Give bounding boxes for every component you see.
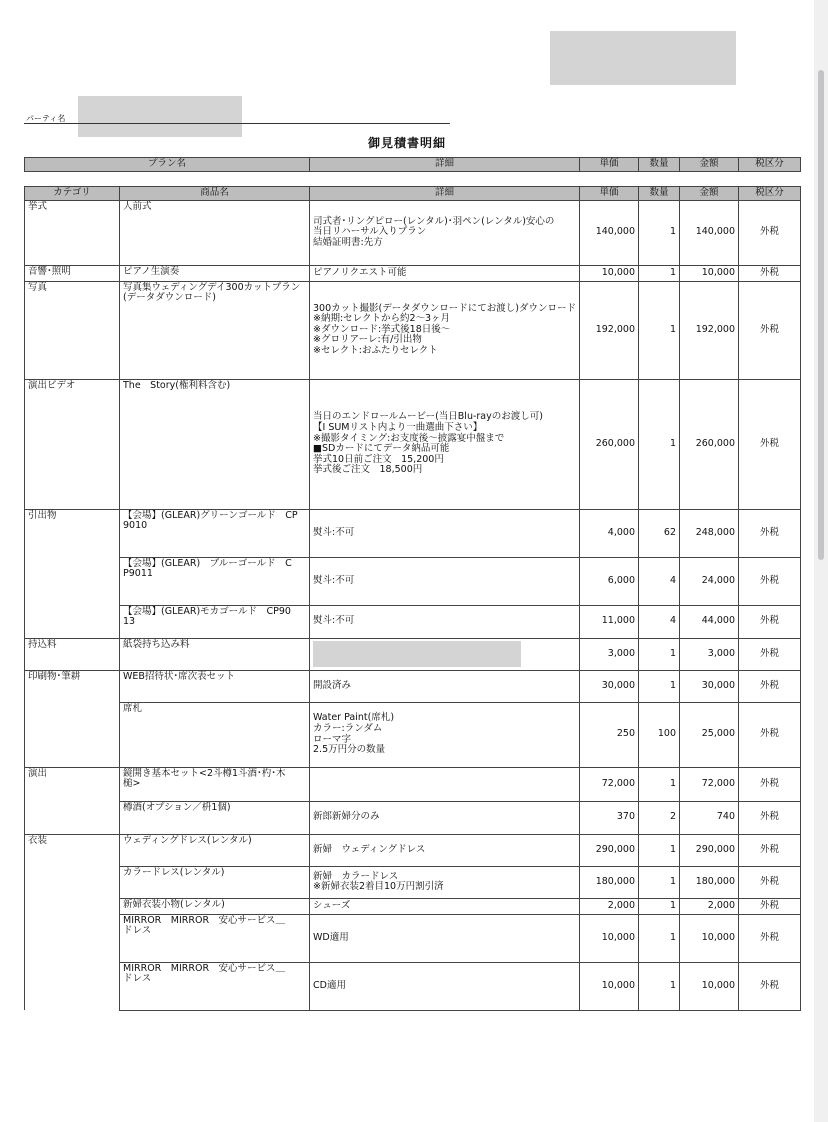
qty-cell: 4 [639, 557, 680, 605]
detail-cell: 新婦 カラードレス ※新婦衣装2着目10万円割引済 [310, 866, 580, 898]
category-cell: 挙式 [25, 200, 120, 265]
qty-cell: 1 [639, 379, 680, 509]
qty-cell: 1 [639, 281, 680, 379]
qty-cell: 1 [639, 898, 680, 914]
amount-cell: 2,000 [680, 898, 739, 914]
column-header-amount: 金額 [680, 187, 739, 201]
category-cell: 持込料 [25, 638, 120, 670]
amount-cell: 180,000 [680, 866, 739, 898]
party-name-underline [24, 123, 450, 124]
product-name-cell: 新婦衣装小物(レンタル) [120, 898, 310, 914]
price-cell: 2,000 [580, 898, 639, 914]
tax-cell: 外税 [739, 379, 801, 509]
qty-cell: 1 [639, 638, 680, 670]
category-cell: 引出物 [25, 509, 120, 557]
detail-cell: WD適用 [310, 914, 580, 962]
qty-cell: 1 [639, 265, 680, 281]
plan-amount-header: 金額 [680, 158, 739, 172]
amount-cell: 740 [680, 801, 739, 834]
category-cell: 演出ビデオ [25, 379, 120, 509]
price-cell: 260,000 [580, 379, 639, 509]
category-cell: 衣装 [25, 834, 120, 866]
tax-cell: 外税 [739, 200, 801, 265]
price-cell: 11,000 [580, 605, 639, 638]
amount-cell: 10,000 [680, 962, 739, 1010]
product-name-cell: WEB招待状･席次表セット [120, 670, 310, 702]
qty-cell: 1 [639, 670, 680, 702]
amount-cell: 192,000 [680, 281, 739, 379]
plan-header-table [24, 157, 801, 172]
product-name-cell: The Story(権利料含む) [120, 379, 310, 509]
detail-cell: Water Paint(席札) カラー:ランダム ローマ字 2.5万円分の数量 [310, 702, 580, 767]
category-cell: 写真 [25, 281, 120, 379]
product-name-cell: 【会場】(GLEAR) ブルーゴールド C P9011 [120, 557, 310, 605]
scrollbar-thumb[interactable] [818, 70, 824, 560]
amount-cell: 10,000 [680, 914, 739, 962]
table-row [25, 605, 801, 638]
table-row [25, 509, 801, 557]
column-header-detail: 詳細 [310, 187, 580, 201]
table-row [25, 265, 801, 281]
detail-cell: 新婦 ウェディングドレス [310, 834, 580, 866]
price-cell: 140,000 [580, 200, 639, 265]
table-row [25, 767, 801, 801]
product-name-cell: カラードレス(レンタル) [120, 866, 310, 898]
category-cell [25, 866, 120, 898]
qty-cell: 2 [639, 801, 680, 834]
column-header-price: 単価 [580, 187, 639, 201]
product-name-cell: 紙袋持ち込み料 [120, 638, 310, 670]
qty-cell: 1 [639, 834, 680, 866]
amount-cell: 24,000 [680, 557, 739, 605]
price-cell: 370 [580, 801, 639, 834]
price-cell: 10,000 [580, 265, 639, 281]
category-cell: 印刷物･筆耕 [25, 670, 120, 702]
category-cell [25, 605, 120, 638]
amount-cell: 260,000 [680, 379, 739, 509]
detail-cell: 当日のエンドロールムービー(当日Blu-rayのお渡し可) 【I SUMリスト内より一曲選曲下さい】 ※撮影タイミング:お支度後～披露宴中盤まで ■SDカードにてデータ納品可能 挙式10日前ご注文 15,200円 挙式後ご注文 18,500円 [310, 379, 580, 509]
detail-cell: CD適用 [310, 962, 580, 1010]
tax-cell: 外税 [739, 281, 801, 379]
category-cell [25, 801, 120, 834]
amount-cell: 3,000 [680, 638, 739, 670]
price-cell: 4,000 [580, 509, 639, 557]
price-cell: 30,000 [580, 670, 639, 702]
product-name-cell: 席札 [120, 702, 310, 767]
plan-tax-header: 税区分 [739, 158, 801, 172]
amount-cell: 140,000 [680, 200, 739, 265]
price-cell: 250 [580, 702, 639, 767]
estimate-table [24, 186, 801, 1011]
table-row [25, 557, 801, 605]
product-name-cell: 鏡開き基本セット<2斗樽1斗酒･杓･木 槌> [120, 767, 310, 801]
table-row [25, 200, 801, 265]
redacted-box-top [550, 31, 736, 85]
product-name-cell: 樽酒(オプション／枡1個) [120, 801, 310, 834]
tax-cell: 外税 [739, 265, 801, 281]
table-row [25, 281, 801, 379]
price-cell: 192,000 [580, 281, 639, 379]
column-header-tax: 税区分 [739, 187, 801, 201]
tax-cell: 外税 [739, 638, 801, 670]
table-row [25, 866, 801, 898]
detail-cell: 新郎新婦分のみ [310, 801, 580, 834]
detail-cell: ピアノリクエスト可能 [310, 265, 580, 281]
price-cell: 72,000 [580, 767, 639, 801]
qty-cell: 1 [639, 962, 680, 1010]
tax-cell: 外税 [739, 801, 801, 834]
scrollbar[interactable] [814, 0, 828, 1122]
column-header-product: 商品名 [120, 187, 310, 201]
category-cell: 演出 [25, 767, 120, 801]
qty-cell: 1 [639, 200, 680, 265]
detail-cell: 開設済み [310, 670, 580, 702]
table-row [25, 638, 801, 670]
product-name-cell: 人前式 [120, 200, 310, 265]
plan-header-row [25, 158, 801, 172]
tax-cell: 外税 [739, 767, 801, 801]
price-cell: 3,000 [580, 638, 639, 670]
detail-cell: 300カット撮影(データダウンロードにてお渡し)ダウンロード ※納期:セレクトから約2～3ヶ月 ※ダウンロード:挙式後18日後～ ※グロリアーレ:有/引出物 ※セレクト:おふたりセレクト [310, 281, 580, 379]
column-header-category: カテゴリ [25, 187, 120, 201]
document-title: 御見積書明細 [367, 136, 446, 150]
detail-cell: 熨斗:不可 [310, 605, 580, 638]
table-row [25, 898, 801, 914]
column-header-qty: 数量 [639, 187, 680, 201]
category-cell: 音響･照明 [25, 265, 120, 281]
table-row [25, 379, 801, 509]
party-name-label: パーティ名 [26, 114, 66, 123]
category-cell [25, 962, 120, 1010]
table-row [25, 702, 801, 767]
plan-detail-header: 詳細 [310, 158, 580, 172]
redacted-party-name [78, 96, 242, 137]
product-name-cell: 【会場】(GLEAR)モカゴールド CP90 13 [120, 605, 310, 638]
table-header-row [25, 187, 801, 201]
category-cell [25, 702, 120, 767]
price-cell: 180,000 [580, 866, 639, 898]
amount-cell: 10,000 [680, 265, 739, 281]
tax-cell: 外税 [739, 834, 801, 866]
product-name-cell: 【会場】(GLEAR)グリーンゴールド CP 9010 [120, 509, 310, 557]
product-name-cell: MIRROR MIRROR 安心サービス＿ ドレス [120, 962, 310, 1010]
qty-cell: 4 [639, 605, 680, 638]
price-cell: 10,000 [580, 914, 639, 962]
category-cell [25, 557, 120, 605]
tax-cell: 外税 [739, 702, 801, 767]
tax-cell: 外税 [739, 670, 801, 702]
product-name-cell: MIRROR MIRROR 安心サービス＿ ドレス [120, 914, 310, 962]
tax-cell: 外税 [739, 509, 801, 557]
amount-cell: 72,000 [680, 767, 739, 801]
detail-cell: シューズ [310, 898, 580, 914]
tax-cell: 外税 [739, 914, 801, 962]
tax-cell: 外税 [739, 605, 801, 638]
detail-cell: 熨斗:不可 [310, 509, 580, 557]
tax-cell: 外税 [739, 962, 801, 1010]
table-row [25, 670, 801, 702]
product-name-cell: ウェディングドレス(レンタル) [120, 834, 310, 866]
amount-cell: 25,000 [680, 702, 739, 767]
amount-cell: 30,000 [680, 670, 739, 702]
price-cell: 6,000 [580, 557, 639, 605]
plan-price-header: 単価 [580, 158, 639, 172]
tax-cell: 外税 [739, 898, 801, 914]
detail-cell [310, 767, 580, 801]
qty-cell: 100 [639, 702, 680, 767]
plan-qty-header: 数量 [639, 158, 680, 172]
table-row [25, 834, 801, 866]
detail-cell [310, 638, 580, 670]
category-cell [25, 898, 120, 914]
qty-cell: 62 [639, 509, 680, 557]
price-cell: 10,000 [580, 962, 639, 1010]
product-name-cell: ピアノ生演奏 [120, 265, 310, 281]
amount-cell: 290,000 [680, 834, 739, 866]
table-row [25, 801, 801, 834]
plan-name-header: プラン名 [25, 158, 310, 172]
detail-cell: 熨斗:不可 [310, 557, 580, 605]
redacted-detail [313, 641, 521, 667]
amount-cell: 248,000 [680, 509, 739, 557]
table-row [25, 914, 801, 962]
detail-cell: 司式者･リングピロー(レンタル)･羽ペン(レンタル)安心の 当日リハーサル入りプラン 結婚証明書:先方 [310, 200, 580, 265]
product-name-cell: 写真集ウェディングデイ300カットプラン (データダウンロード) [120, 281, 310, 379]
qty-cell: 1 [639, 914, 680, 962]
category-cell [25, 914, 120, 962]
amount-cell: 44,000 [680, 605, 739, 638]
price-cell: 290,000 [580, 834, 639, 866]
qty-cell: 1 [639, 866, 680, 898]
tax-cell: 外税 [739, 866, 801, 898]
tax-cell: 外税 [739, 557, 801, 605]
qty-cell: 1 [639, 767, 680, 801]
table-row [25, 962, 801, 1010]
